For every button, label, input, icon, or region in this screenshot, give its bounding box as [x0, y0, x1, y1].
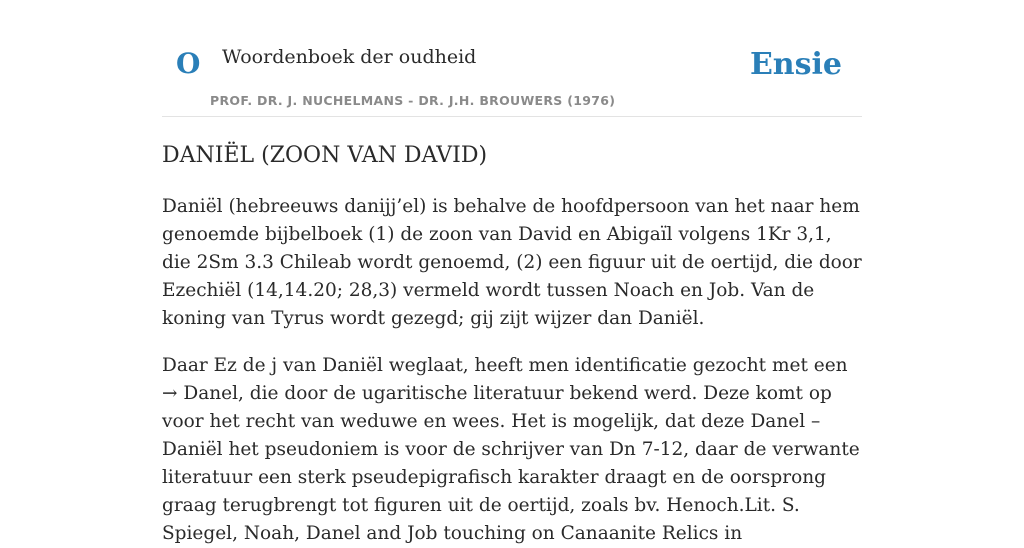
entry-paragraph: Daniël (hebreeuws danijj’el) is behalve de hoofdpersoon van het naar hem genoemde bijbelboek (1) de zoon van David en Abigaïl volgens 1Kr 3,1, die 2Sm 3.3 Chileab wordt genoemd, (2) een figuur uit de oertijd, die door Ezechiël (14,14.20; 28,3) vermeld wordt tussen Noach en Job. Van de koning van Tyrus wordt gezegd; gij zijt wijzer dan Daniël. [162, 196, 862, 330]
entry-header [162, 0, 862, 117]
entry-title: DANIËL (ZOON VAN DAVID) [162, 143, 488, 168]
source-authors: PROF. DR. J. NUCHELMANS - DR. J.H. BROUWERS (1976) [210, 93, 616, 108]
entry-paragraph: Daar Ez de j van Daniël weglaat, heeft men identificatie gezocht met een → Danel, die door de ugaritische literatuur bekend werd. Deze komt op voor het recht van weduwe en wees. Het is mogelijk, dat deze Danel – Daniël het pseudoniem is voor de schrijver van Dn 7-12, daar de verwante literatuur een sterk pseudepigrafisch karakter draagt en de oorsprong graag terugbrengt tot figuren uit de oertijd, zoals bv. Henoch.Lit. S. Spiegel, Noah, Danel and Job touching on Canaanite Relics in [162, 355, 860, 545]
page [162, 0, 862, 548]
brand-logo-link[interactable]: Ensie [749, 47, 842, 82]
letter-link[interactable]: O [176, 47, 201, 80]
source-title-link[interactable]: Woordenboek der oudheid [222, 46, 477, 68]
